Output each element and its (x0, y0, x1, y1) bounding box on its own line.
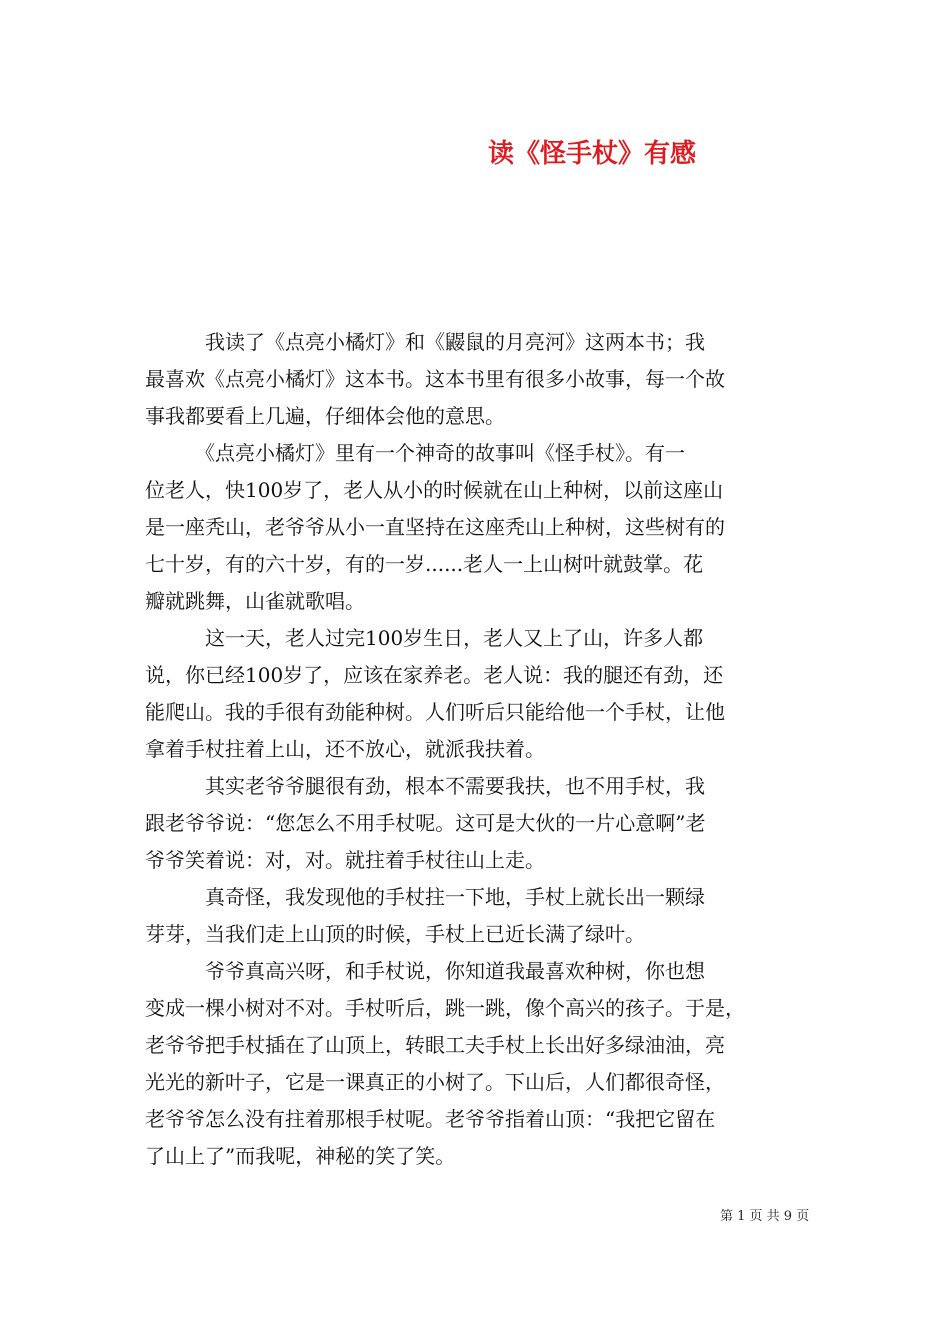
paragraph (145, 953, 805, 1175)
text-line: 跟老爷爷说：“您怎么不用手杖呢。这可是大伙的一片心意啊”老 (145, 811, 706, 835)
paragraph (145, 879, 805, 953)
text-line: 瓣就跳舞，山雀就歌唱。 (145, 589, 365, 613)
text-line: 事我都要看上几遍，仔细体会他的意思。 (145, 404, 505, 428)
text-line: 爷爷笑着说：对，对。就拄着手杖往山上走。 (145, 848, 545, 872)
text-line: 爷爷真高兴呀，和手杖说，你知道我最喜欢种树，你也想 (145, 959, 705, 983)
text-line: 七十岁，有的六十岁，有的一岁......老人一上山树叶就鼓掌。花 (145, 552, 704, 576)
document-title: 读《怪手杖》有感 (488, 139, 697, 169)
text-line: 是一座秃山，老爷爷从小一直坚持在这座秃山上种树，这些树有的 (145, 515, 725, 539)
paragraph (145, 768, 805, 879)
text-line: 这一天，老人过完100岁生日，老人又上了山，许多人都 (145, 626, 704, 650)
text-line: 最喜欢《点亮小橘灯》这本书。这本书里有很多小故事，每一个故 (145, 367, 725, 391)
text-line: 位老人，快100岁了，老人从小的时候就在山上种树，以前这座山 (145, 478, 724, 502)
document-body (145, 324, 805, 1175)
paragraph (145, 620, 805, 768)
text-line: 真奇怪，我发现他的手杖拄一下地，手杖上就长出一颗绿 (145, 885, 705, 909)
text-line: 变成一棵小树对不对。手杖听后，跳一跳，像个高兴的孩子。于是， (145, 996, 745, 1020)
text-line: 老爷爷把手杖插在了山顶上，转眼工夫手杖上长出好多绿油油，亮 (145, 1033, 725, 1057)
text-line: 了山上了”而我呢，神秘的笑了笑。 (145, 1144, 456, 1168)
text-line: 《点亮小橘灯》里有一个神奇的故事叫《怪手杖》。有一 (145, 441, 685, 465)
text-line: 我读了《点亮小橘灯》和《鼹鼠的月亮河》这两本书；我 (145, 330, 705, 354)
text-line: 芽芽，当我们走上山顶的时候，手杖上已近长满了绿叶。 (145, 922, 645, 946)
text-line: 能爬山。我的手很有劲能种树。人们听后只能给他一个手杖，让他 (145, 700, 725, 724)
page-number-footer: 第 1 页 共 9 页 (720, 1209, 810, 1224)
text-line: 拿着手杖拄着上山，还不放心，就派我扶着。 (145, 737, 545, 761)
text-line: 说，你已经100岁了，应该在家养老。老人说：我的腿还有劲，还 (145, 663, 724, 687)
text-line: 其实老爷爷腿很有劲，根本不需要我扶，也不用手杖，我 (145, 774, 705, 798)
paragraph (145, 324, 805, 435)
text-line: 老爷爷怎么没有拄着那根手杖呢。老爷爷指着山顶：“我把它留在 (145, 1107, 716, 1131)
text-line: 光光的新叶子，它是一课真正的小树了。下山后，人们都很奇怪， (145, 1070, 725, 1094)
paragraph (145, 435, 805, 620)
